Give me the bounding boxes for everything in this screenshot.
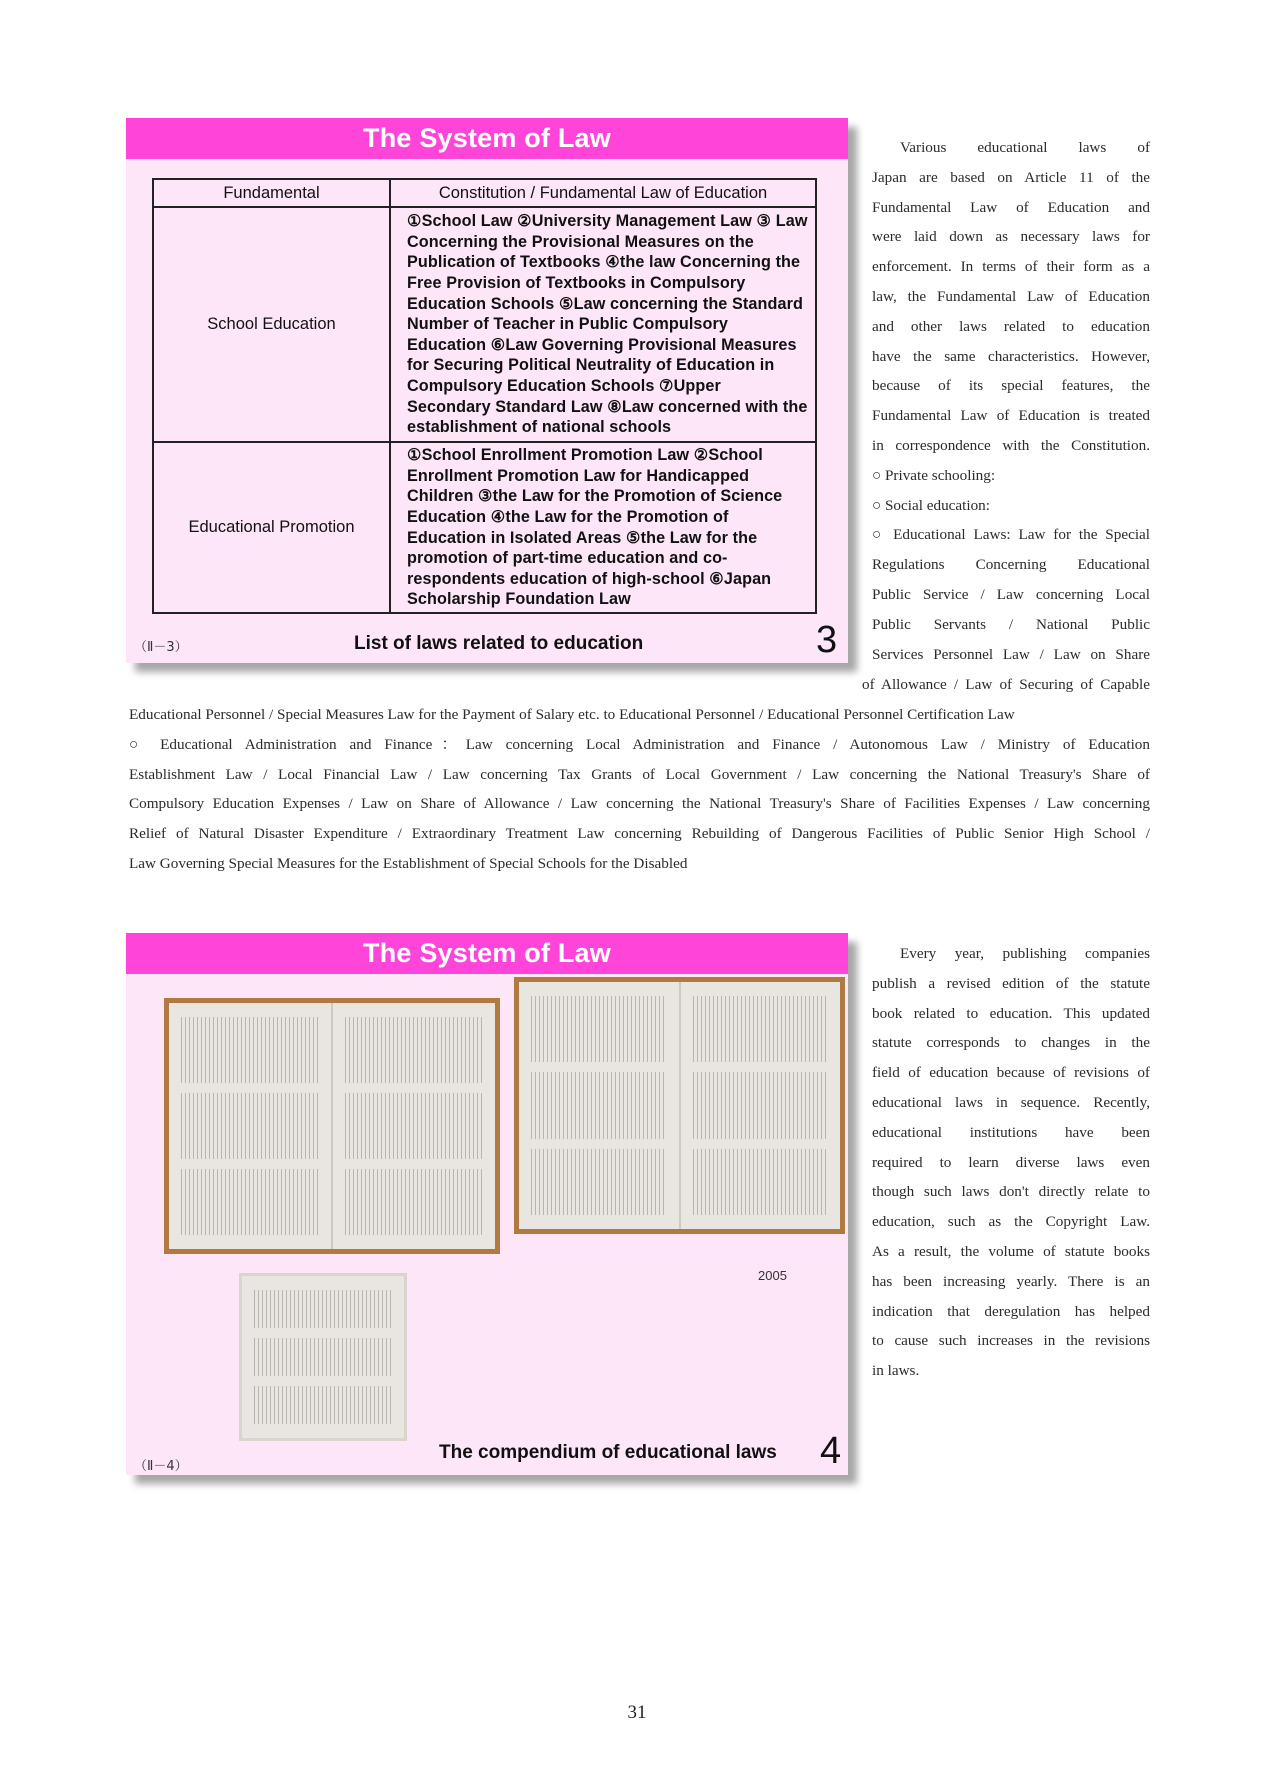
text-line: has been increasing yearly. There is an [872, 1272, 1150, 1290]
text-column-1 [872, 133, 1150, 669]
text-line: in laws. [872, 1362, 920, 1380]
text-line: Public Service / Law concerning Local [872, 585, 1150, 603]
text-line: ○ Social education: [872, 496, 990, 514]
slide-title-text: The System of Law [363, 938, 611, 968]
laws-table [152, 178, 817, 614]
text-line: Compulsory Education Expenses / Law on Share of Allowance / Law concerning the National Treasury's Share of Facilities Expenses / Law concerning [129, 795, 1150, 813]
text-line: indication that deregulation has helped [872, 1302, 1150, 1320]
text-line: educational laws in sequence. Recently, [872, 1093, 1150, 1111]
text-line: ○ Educational Administration and Finance：Law concerning Local Administration and Finance / Autonomous Law / Ministry of Education [129, 735, 1150, 753]
text-line: though such laws don't directly relate to [872, 1183, 1150, 1201]
table-row [153, 207, 816, 442]
text-line: enforcement. In terms of their form as a [872, 258, 1150, 276]
table-row [153, 442, 816, 613]
slide-caption: List of laws related to education [354, 633, 644, 654]
text-line: statute corresponds to changes in the [872, 1034, 1150, 1052]
text-column-2 [872, 939, 1150, 1386]
table-category-cell: School Education [153, 207, 390, 442]
slide-reference: （Ⅱ－3） [134, 640, 188, 655]
statute-book-photo [164, 998, 500, 1254]
text-line: and other laws related to education [872, 317, 1150, 335]
statute-book-photo [239, 1273, 407, 1441]
text-line: Fundamental Law of Education and [872, 198, 1150, 216]
text-line: ○ Educational Laws: Law for the Special [872, 526, 1150, 544]
slide-number: 4 [820, 1430, 842, 1472]
slide-reference: （Ⅱ－4） [134, 1459, 188, 1474]
text-line: to cause such increases in the revisions [872, 1332, 1150, 1350]
text-line: ○ Private schooling: [872, 466, 996, 484]
text-line: educational institutions have been [872, 1123, 1150, 1141]
text-line: field of education because of revisions of [872, 1064, 1150, 1082]
table-laws-cell: ①School Enrollment Promotion Law ②School Enrollment Promotion Law for Handicapped Children ③the Law for the Promotion of Science Education ④the Law for the Promotion of Education in Isolated Areas ⑤the Law for the promotion of part-time education and co-respondents education of high-school ⑥Japan Scholarship Foundation Law [390, 442, 816, 613]
slide-title-text: The System of Law [363, 123, 611, 153]
slide-title [126, 933, 848, 974]
text-line: Law Governing Special Measures for the Establishment of Special Schools for the Disabled [129, 854, 688, 872]
table-header-cell: Constitution / Fundamental Law of Education [390, 179, 816, 207]
text-line: because of its special features, the [872, 377, 1150, 395]
table-header-cell: Fundamental [153, 179, 390, 207]
text-line: As a result, the volume of statute books [872, 1242, 1150, 1260]
text-line: Establishment Law / Local Financial Law / Law concerning Tax Grants of Local Government / Law concerning the National Treasury's Share of [129, 765, 1150, 783]
text-line: book related to education. This updated [872, 1004, 1150, 1022]
text-line: Japan are based on Article 11 of the [872, 168, 1150, 186]
text-line: of Allowance / Law of Securing of Capable [862, 676, 1150, 693]
text-line: Services Personnel Law / Law on Share [872, 645, 1150, 663]
text-line: have the same characteristics. However, [872, 347, 1150, 365]
slide-compendium [126, 933, 848, 1475]
text-line: required to learn diverse laws even [872, 1153, 1150, 1171]
text-line: Various educational laws of [900, 139, 1150, 156]
text-line: Regulations Concerning Educational [872, 556, 1150, 574]
text-line: Public Servants / National Public [872, 615, 1150, 633]
text-line: Every year, publishing companies [900, 945, 1150, 962]
statute-book-photo [514, 977, 845, 1234]
slide-caption: The compendium of educational laws [439, 1442, 777, 1463]
text-line: Fundamental Law of Education is treated [872, 407, 1150, 425]
text-line-wide [862, 670, 1150, 700]
text-line: law, the Fundamental Law of Education [872, 287, 1150, 305]
slide-number: 3 [816, 619, 838, 661]
page-number: 31 [627, 1702, 647, 1723]
text-line: publish a revised edition of the statute [872, 974, 1150, 992]
slide-title [126, 118, 848, 159]
text-full-width [129, 700, 1150, 879]
text-line: Educational Personnel / Special Measures Law for the Payment of Salary etc. to Educational Personnel / Educational Personnel Certification Law [129, 706, 1015, 723]
text-line: were laid down as necessary laws for [872, 228, 1150, 246]
text-line: education, such as the Copyright Law. [872, 1213, 1150, 1231]
text-line: in correspondence with the Constitution. [872, 436, 1150, 454]
table-header-row [153, 179, 816, 207]
photo-year-label: 2005 [758, 1268, 787, 1283]
table-category-cell: Educational Promotion [153, 442, 390, 613]
slide-list-of-laws [126, 118, 848, 663]
table-laws-cell: ①School Law ②University Management Law ③ Law Concerning the Provisional Measures on the Publication of Textbooks ④the law Concerning the Free Provision of Textbooks in Compulsory Education Schools ⑤Law concerning the Standard Number of Teacher in Public Compulsory Education ⑥Law Governing Provisional Measures for Securing Political Neutrality of Education in Compulsory Education Schools ⑦Upper Secondary Standard Law ⑧Law concerned with the establishment of national schools [390, 207, 816, 442]
text-line: Relief of Natural Disaster Expenditure / Extraordinary Treatment Law concerning Rebuilding of Dangerous Facilities of Public Senior High School / [129, 825, 1150, 843]
